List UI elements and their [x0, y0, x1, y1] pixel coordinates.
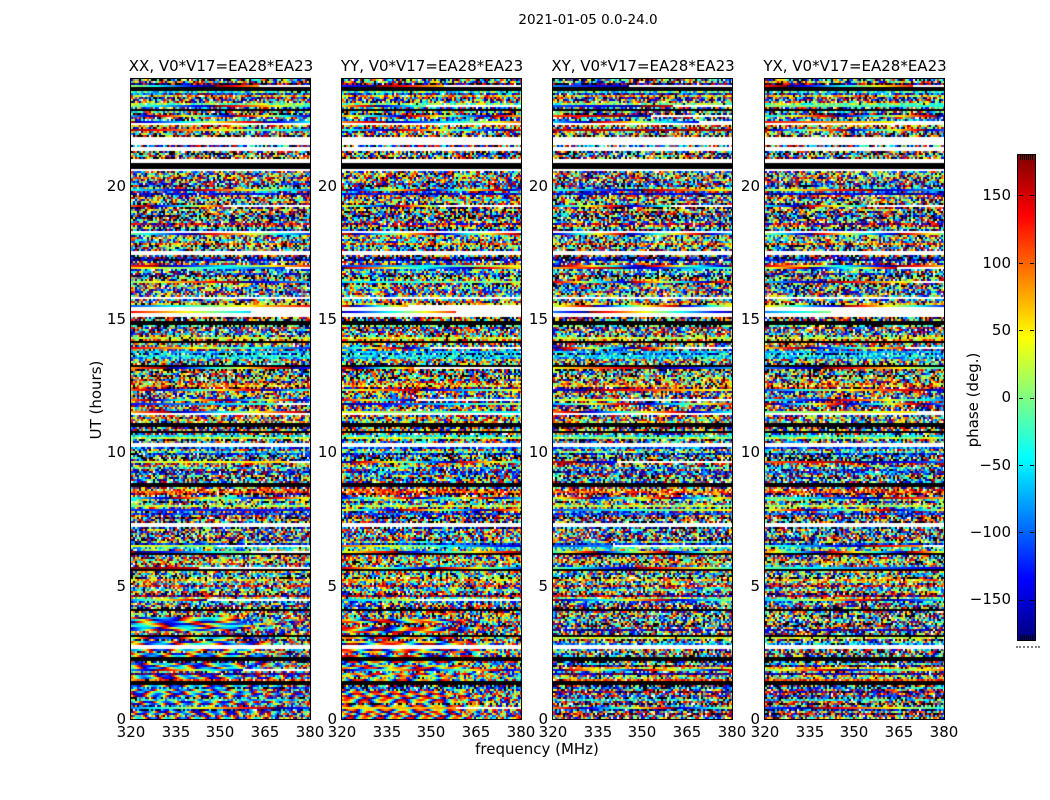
colorbar-tick-mark	[1030, 532, 1034, 533]
colorbar-tick-mark	[1030, 263, 1034, 264]
colorbar-minor-tick	[1020, 635, 1021, 640]
colorbar-minor-tick	[1022, 635, 1023, 640]
colorbar-tick-label: 150	[982, 186, 1011, 204]
y-tick-label: 10	[317, 443, 337, 461]
x-tick-label: 320	[116, 723, 146, 741]
colorbar-tick-label: 50	[991, 321, 1011, 339]
colorbar-tick-label: 0	[1001, 388, 1011, 406]
y-tick-label: 10	[106, 443, 126, 461]
x-tick-label: 350	[205, 723, 235, 741]
y-tick-label: 0	[116, 710, 126, 728]
y-tick-label: 20	[528, 177, 548, 195]
colorbar-minor-tick	[1020, 155, 1021, 160]
colorbar-tick-mark	[1019, 195, 1023, 196]
panel-title: YX, V0*V17=EA28*EA23	[763, 57, 947, 75]
colorbar-minor-tick	[1022, 155, 1023, 160]
colorbar-minor-tick	[1026, 635, 1027, 640]
y-tick-label: 15	[740, 310, 760, 328]
panel-title: YY, V0*V17=EA28*EA23	[340, 57, 524, 75]
x-tick-label: 365	[672, 723, 702, 741]
colorbar-tick-mark	[1019, 600, 1023, 601]
colorbar-label: phase (deg.)	[964, 352, 982, 448]
x-tick-label: 365	[250, 723, 280, 741]
colorbar-minor-tick	[1028, 155, 1029, 160]
x-tick-label: 320	[327, 723, 357, 741]
x-tick-label: 365	[884, 723, 914, 741]
spectrogram-canvas-yx	[764, 78, 945, 720]
x-tick-label: 350	[839, 723, 869, 741]
y-tick-label: 5	[327, 577, 337, 595]
y-tick-label: 0	[538, 710, 548, 728]
colorbar	[1017, 154, 1036, 641]
figure-title: 2021-01-05 0.0-24.0	[518, 12, 658, 28]
y-tick-label: 20	[317, 177, 337, 195]
colorbar-tick-label: −50	[979, 456, 1011, 474]
colorbar-tick-mark	[1030, 195, 1034, 196]
y-tick-label: 5	[750, 577, 760, 595]
colorbar-tick-label: 100	[982, 254, 1011, 272]
colorbar-tick-mark	[1030, 330, 1034, 331]
panel-title: XX, V0*V17=EA28*EA23	[128, 57, 314, 75]
y-tick-label: 20	[740, 177, 760, 195]
x-tick-label: 335	[372, 723, 402, 741]
panel-title: XY, V0*V17=EA28*EA23	[551, 57, 735, 75]
y-tick-label: 0	[750, 710, 760, 728]
colorbar-tick-mark	[1030, 398, 1034, 399]
colorbar-tick-mark	[1030, 465, 1034, 466]
y-axis-label: UT (hours)	[87, 360, 105, 440]
x-tick-label: 380	[506, 723, 536, 741]
y-tick-label: 10	[740, 443, 760, 461]
x-tick-label: 380	[717, 723, 747, 741]
colorbar-tick-mark	[1030, 600, 1034, 601]
colorbar-tick-mark	[1019, 465, 1023, 466]
panel-yx	[705, 57, 1005, 757]
colorbar-tick-mark	[1019, 263, 1023, 264]
y-tick-label: 15	[317, 310, 337, 328]
x-tick-label: 380	[929, 723, 959, 741]
x-tick-label: 335	[161, 723, 191, 741]
x-tick-label: 365	[461, 723, 491, 741]
colorbar-minor-tick	[1030, 635, 1031, 640]
colorbar-dotted-line	[1016, 646, 1040, 648]
y-tick-label: 0	[327, 710, 337, 728]
colorbar-tick-label: −100	[969, 523, 1011, 541]
y-tick-label: 20	[106, 177, 126, 195]
y-tick-label: 15	[106, 310, 126, 328]
y-tick-label: 10	[528, 443, 548, 461]
colorbar-tick-mark	[1019, 398, 1023, 399]
x-tick-label: 320	[750, 723, 780, 741]
x-tick-label: 350	[416, 723, 446, 741]
colorbar-tick-mark	[1019, 532, 1023, 533]
colorbar-minor-tick	[1030, 155, 1031, 160]
colorbar-minor-tick	[1032, 155, 1033, 160]
x-tick-label: 380	[295, 723, 325, 741]
y-tick-label: 15	[528, 310, 548, 328]
x-tick-label: 335	[583, 723, 613, 741]
colorbar-minor-tick	[1024, 155, 1025, 160]
colorbar-tick-label: −150	[969, 590, 1011, 608]
x-axis-label: frequency (MHz)	[475, 740, 599, 758]
colorbar-minor-tick	[1032, 635, 1033, 640]
x-tick-label: 320	[538, 723, 568, 741]
y-tick-label: 5	[116, 577, 126, 595]
x-tick-label: 350	[627, 723, 657, 741]
colorbar-minor-tick	[1028, 635, 1029, 640]
colorbar-minor-tick	[1024, 635, 1025, 640]
colorbar-tick-mark	[1019, 330, 1023, 331]
colorbar-minor-tick	[1026, 155, 1027, 160]
x-tick-label: 335	[795, 723, 825, 741]
y-tick-label: 5	[538, 577, 548, 595]
